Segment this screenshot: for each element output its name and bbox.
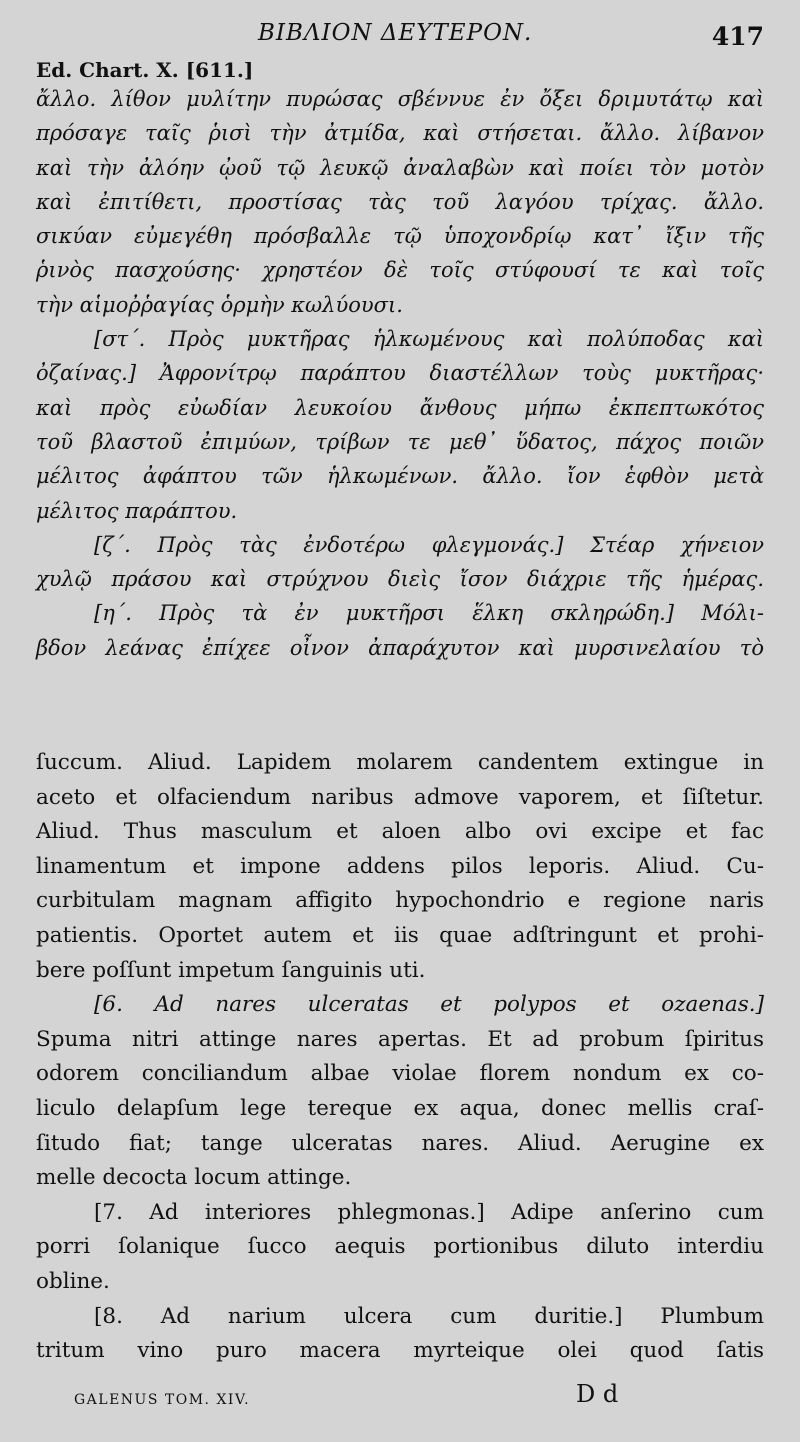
- running-title: BIBΛΙΟΝ ΔΕΥΤΕΡΟΝ.: [258, 20, 533, 46]
- greek-line: σικύαν εὐμεγέθη πρόσβαλλε τῷ ὑποχονδρίῳ κατ᾽ ἴξιν τῆς: [36, 224, 764, 249]
- latin-section-heading: [7. Ad interiores phlegmonas.] Adipe anſerino cum: [94, 1199, 764, 1225]
- signature-mark: D d: [576, 1380, 619, 1408]
- greek-line: ῥινὸς πασχούσης· χρηστέον δὲ τοῖς στύφουσί τε καὶ τοῖς: [36, 258, 764, 283]
- greek-line: ὀζαίνας.] Ἀφρονίτρῳ παράπτου διαστέλλων τοὺς μυκτῆρας·: [36, 361, 764, 386]
- latin-line: ſuccum. Aliud. Lapidem molarem candentem extingue in: [36, 750, 764, 775]
- latin-line: patientis. Oportet autem et iis quae adſtringunt et prohi-: [36, 922, 764, 948]
- page-number: 417: [711, 22, 764, 51]
- edition-reference: Ed. Chart. X. [611.]: [36, 58, 254, 82]
- greek-line: καὶ ἐπιτίθετι, προστίσας τὰς τοῦ λαγόου τρίχας. ἄλλο.: [36, 189, 764, 214]
- latin-line: liculo delapſum lege tereque ex aqua, donec mellis craſ-: [36, 1095, 764, 1121]
- greek-line: πρόσαγε ταῖς ῥισὶ τὴν ἀτμίδα, καὶ στήσεται. ἄλλο. λίβανον: [36, 121, 764, 146]
- greek-line: ἄλλο. λίθον μυλίτην πυρώσας σβέννυε ἐν ὄξει δριμυτάτῳ καὶ: [36, 87, 764, 111]
- latin-line: linamentum et impone addens pilos leporis. Aliud. Cu-: [36, 853, 764, 879]
- latin-line: obline.: [36, 1268, 110, 1294]
- latin-section-heading: [6. Ad nares ulceratas et polypos et ozaenas.]: [94, 992, 764, 1018]
- latin-line: tritum vino puro macera myrteique olei quod ſatis: [36, 1338, 764, 1364]
- latin-line: odorem conciliandum albae violae florem nondum ex co-: [36, 1061, 764, 1087]
- page-header: [0, 20, 800, 54]
- greek-line: χυλῷ πράσου καὶ στρύχνου διεὶς ἴσον διάχριε τῆς ἡμέρας.: [36, 567, 764, 592]
- latin-line: Aliud. Thus masculum et aloen albo ovi excipe et fac: [36, 819, 764, 845]
- latin-line: Spuma nitri attinge nares apertas. Et ad probum ſpiritus: [36, 1026, 764, 1052]
- latin-line: bere poſſunt impetum ſanguinis uti.: [36, 957, 426, 983]
- greek-section-heading: [η´. Πρὸς τὰ ἐν μυκτῆρσι ἕλκη σκληρώδη.] Μόλι-: [94, 601, 764, 626]
- greek-line: καὶ τὴν ἀλόην ᾠοῦ τῷ λευκῷ ἀναλαβὼν καὶ ποίει τὸν μοτὸν: [36, 155, 764, 180]
- greek-section-heading: [ζ´. Πρὸς τὰς ἐνδοτέρω φλεγμονάς.] Στέαρ χήνειον: [94, 532, 764, 557]
- page-footer: [0, 1380, 800, 1420]
- greek-line: καὶ πρὸς εὐωδίαν λευκοίου ἄνθους μήπω ἐκπεπτωκότος: [36, 395, 764, 420]
- latin-text-block: [36, 746, 764, 1369]
- greek-line: μέλιτος ἀφάπτου τῶν ἡλκωμένων. ἄλλο. ἴον ἑφθὸν μετὰ: [36, 464, 764, 489]
- latin-line: ſitudo fiat; tange ulceratas nares. Aliud. Aerugine ex: [36, 1130, 764, 1156]
- latin-line: melle decocta locum attinge.: [36, 1165, 352, 1191]
- greek-line: τὴν αἱμοῤῥαγίας ὁρμὴν κωλύουσι.: [36, 292, 403, 317]
- latin-section-heading: [8. Ad narium ulcera cum duritie.] Plumbum: [94, 1303, 764, 1329]
- greek-line: τοῦ βλαστοῦ ἐπιμύων, τρίβων τε μεθ᾽ ὕδατος, πάχος ποιῶν: [36, 429, 764, 454]
- greek-line: βδον λεάνας ἐπίχεε οἶνον ἀπαράχυτον καὶ μυρσινελαίου τὸ: [36, 635, 764, 660]
- greek-line: μέλιτος παράπτου.: [36, 498, 238, 523]
- greek-text-block: [36, 82, 764, 665]
- latin-line: aceto et olfaciendum naribus admove vaporem, et ſiſtetur.: [36, 784, 764, 810]
- latin-line: porri ſolanique ſucco aequis portionibus diluto interdiu: [36, 1234, 764, 1260]
- latin-line: curbitulam magnam affigito hypochondrio e regione naris: [36, 888, 764, 914]
- greek-section-heading: [στ´. Πρὸς μυκτῆρας ἡλκωμένους καὶ πολύποδας καὶ: [94, 327, 764, 352]
- volume-footer: GALENUS TOM. XIV.: [74, 1392, 251, 1408]
